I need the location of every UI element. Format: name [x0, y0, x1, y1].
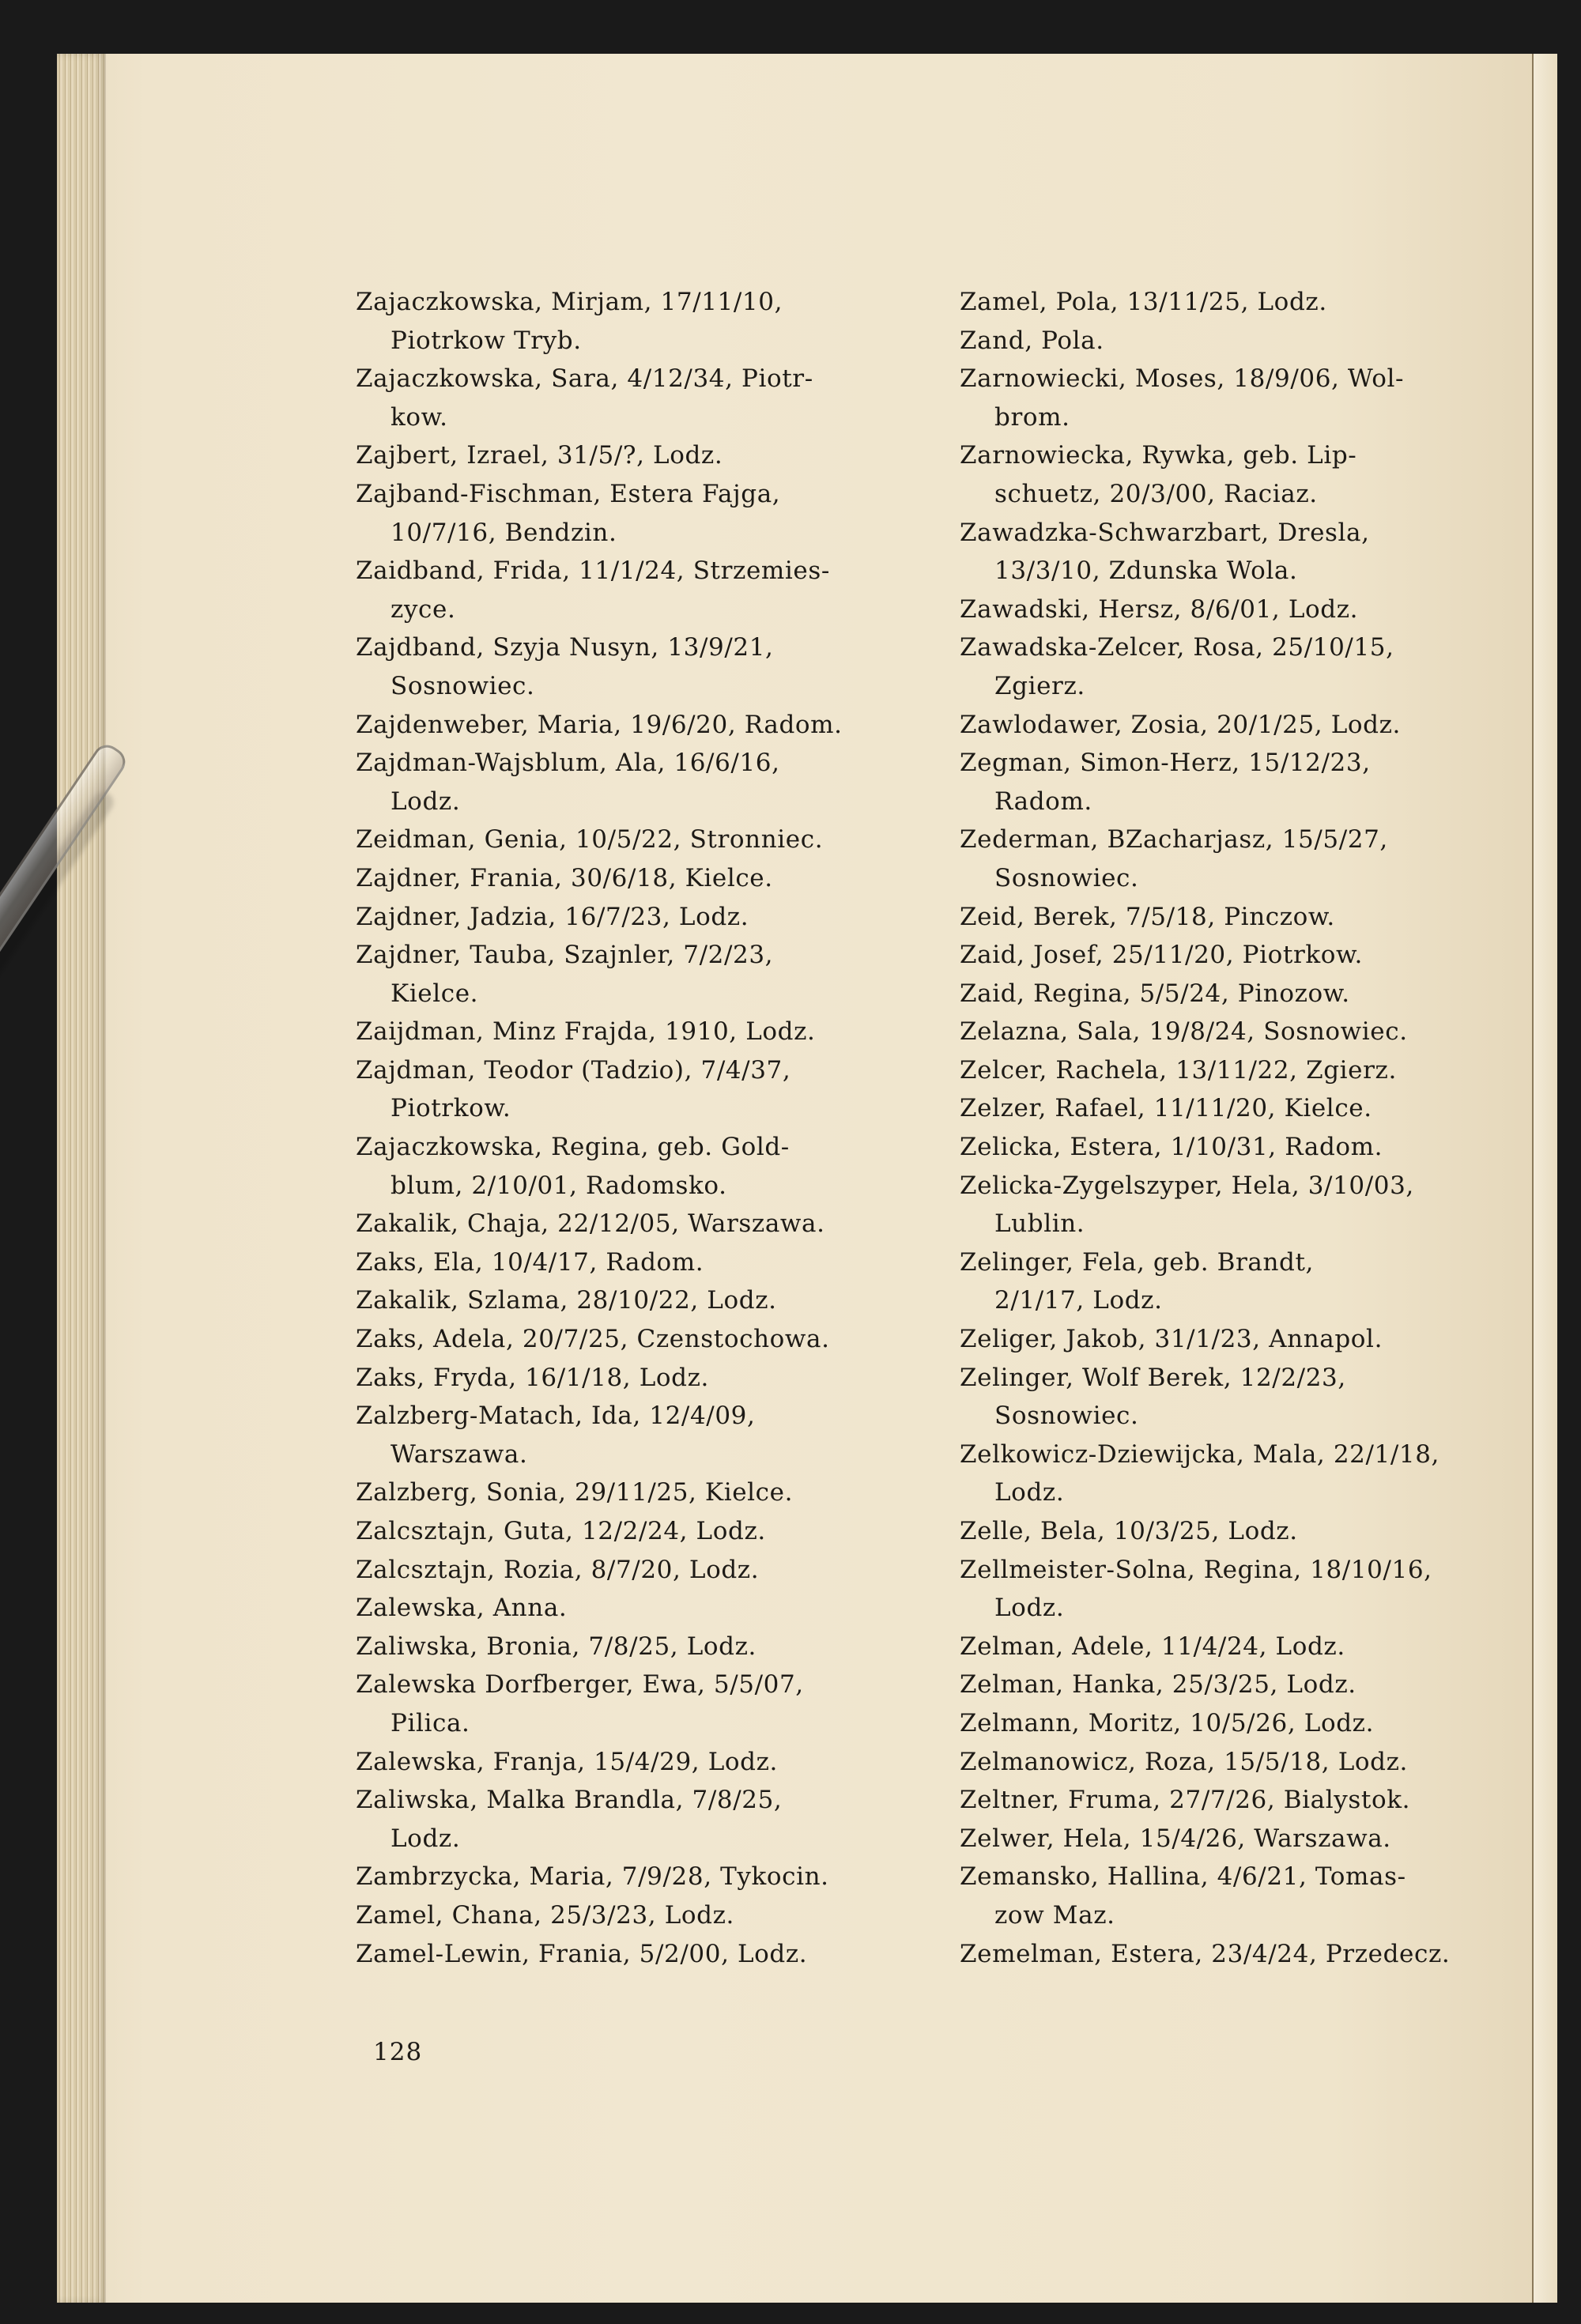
entry-continuation-line: Lublin. — [994, 1209, 1085, 1239]
entry-line: Zeid, Berek, 7/5/18, Pinczow. — [960, 902, 1335, 931]
entry-continuation-line: Lodz. — [391, 1824, 461, 1853]
register-entry — [356, 1397, 941, 1473]
register-entry — [356, 1743, 941, 1782]
entry-line: Zajdband, Szyja Nusyn, 13/9/21, — [356, 633, 774, 662]
register-entry — [960, 1089, 1545, 1128]
entry-line: Zelazna, Sala, 19/8/24, Sosnowiec. — [960, 1017, 1408, 1047]
entry-line: Zelinger, Wolf Berek, 12/2/23, — [960, 1363, 1346, 1392]
register-entry — [960, 1359, 1545, 1436]
book-page — [57, 54, 1557, 2303]
entry-line: Zelmanowicz, Roza, 15/5/18, Lodz. — [960, 1747, 1408, 1776]
entry-line: Zederman, BZacharjasz, 15/5/27, — [960, 825, 1388, 855]
entry-continuation-line: brom. — [994, 402, 1070, 432]
entry-line: Zalewska Dorfberger, Ewa, 5/5/07, — [356, 1670, 804, 1700]
entry-line: Zalcsztajn, Rozia, 8/7/20, Lodz. — [356, 1555, 760, 1584]
register-entry — [960, 1051, 1545, 1090]
entry-continuation-line: Pilica. — [391, 1708, 470, 1737]
entry-line: Zellmeister-Solna, Regina, 18/10/16, — [960, 1555, 1432, 1584]
entry-line: Zelman, Hanka, 25/3/25, Lodz. — [960, 1670, 1356, 1700]
entry-line: Zelmann, Moritz, 10/5/26, Lodz. — [960, 1708, 1375, 1737]
register-entry — [356, 821, 941, 859]
entry-line: Zand, Pola. — [960, 326, 1104, 355]
entry-continuation-line: zyce. — [391, 594, 456, 624]
page-edges — [57, 54, 106, 2303]
register-entry — [960, 821, 1545, 897]
register-entry — [960, 514, 1545, 590]
entry-continuation-line: schuetz, 20/3/00, Raciaz. — [994, 479, 1318, 508]
register-entry — [960, 1436, 1545, 1512]
register-entry — [356, 1896, 941, 1935]
register-entry — [356, 1473, 941, 1512]
register-entry — [356, 628, 941, 705]
entry-continuation-line: zow Maz. — [994, 1900, 1115, 1930]
register-entry — [356, 1243, 941, 1282]
register-entry — [356, 859, 941, 898]
entry-line: Zajdman-Wajsblum, Ala, 16/6/16, — [356, 749, 780, 778]
entry-line: Zemansko, Hallina, 4/6/21, Tomas- — [960, 1862, 1406, 1892]
entry-line: Zegman, Simon-Herz, 15/12/23, — [960, 749, 1371, 778]
entry-line: Zajdenweber, Maria, 19/6/20, Radom. — [356, 710, 843, 739]
entry-line: Zalewska, Franja, 15/4/29, Lodz. — [356, 1747, 778, 1776]
entry-line: Zalzberg, Sonia, 29/11/25, Kielce. — [356, 1478, 794, 1507]
register-entry — [960, 360, 1545, 436]
entry-line: Zelinger, Fela, geb. Brandt, — [960, 1247, 1314, 1277]
entry-continuation-line: Sosnowiec. — [994, 863, 1139, 892]
register-entry — [960, 1512, 1545, 1551]
entry-line: Zemelman, Estera, 23/4/24, Przedecz. — [960, 1939, 1451, 1968]
entry-line: Zaidband, Frida, 11/1/24, Strzemies- — [356, 556, 830, 586]
register-entry — [960, 1820, 1545, 1858]
entry-line: Zakalik, Chaja, 22/12/05, Warszawa. — [356, 1209, 825, 1239]
entry-line: Zelcer, Rachela, 13/11/22, Zgierz. — [960, 1055, 1397, 1085]
entry-continuation-line: Sosnowiec. — [994, 1402, 1139, 1431]
entry-line: Zambrzycka, Maria, 7/9/28, Tykocin. — [356, 1862, 829, 1892]
entry-line: Zelicka-Zygelszyper, Hela, 3/10/03, — [960, 1171, 1414, 1200]
entry-line: Zaliwska, Malka Brandla, 7/8/25, — [356, 1786, 783, 1815]
register-entry — [356, 1128, 941, 1205]
register-entry — [960, 628, 1545, 705]
entry-line: Zaid, Josef, 25/11/20, Piotrkow. — [960, 941, 1363, 970]
entry-line: Zelle, Bela, 10/3/25, Lodz. — [960, 1517, 1298, 1545]
entry-line: Zajaczkowska, Mirjam, 17/11/10, — [356, 288, 783, 316]
entry-continuation-line: 10/7/16, Bendzin. — [391, 518, 617, 547]
entry-line: Zeliger, Jakob, 31/1/23, Annapol. — [960, 1325, 1383, 1354]
entry-continuation-line: Zgierz. — [994, 671, 1085, 700]
entry-line: Zajdner, Frania, 30/6/18, Kielce. — [356, 863, 773, 892]
register-entry — [356, 1628, 941, 1666]
entry-continuation-line: blum, 2/10/01, Radomsko. — [391, 1171, 727, 1200]
register-entry — [960, 1666, 1545, 1704]
entry-line: Zawadski, Hersz, 8/6/01, Lodz. — [960, 594, 1359, 624]
register-entry — [356, 1666, 941, 1742]
entry-line: Zawlodawer, Zosia, 20/1/25, Lodz. — [960, 710, 1401, 739]
entry-continuation-line: Kielce. — [391, 979, 479, 1008]
register-entry — [960, 1128, 1545, 1167]
register-entry — [960, 1743, 1545, 1782]
entry-continuation-line: Lodz. — [994, 1594, 1065, 1623]
register-entry — [960, 1704, 1545, 1743]
register-entry — [960, 744, 1545, 821]
entry-line: Zajdner, Jadzia, 16/7/23, Lodz. — [356, 902, 749, 931]
register-entry — [960, 936, 1545, 975]
register-entry — [960, 1935, 1545, 1974]
entry-continuation-line: Piotrkow. — [391, 1094, 511, 1123]
entry-continuation-line: Sosnowiec. — [391, 671, 535, 700]
register-entry — [356, 706, 941, 745]
register-entry — [356, 1281, 941, 1320]
entry-line: Zarnowiecka, Rywka, geb. Lip- — [960, 441, 1357, 470]
entry-line: Zalcsztajn, Guta, 12/2/24, Lodz. — [356, 1517, 766, 1545]
entry-line: Zajdman, Teodor (Tadzio), 7/4/37, — [356, 1055, 791, 1085]
entry-line: Zaid, Regina, 5/5/24, Pinozow. — [960, 979, 1350, 1008]
entry-line: Zamel, Pola, 13/11/25, Lodz. — [960, 288, 1327, 316]
page-number: 128 — [373, 2038, 423, 2066]
entry-continuation-line: 13/3/10, Zdunska Wola. — [994, 556, 1298, 586]
entry-line: Zaks, Adela, 20/7/25, Czenstochowa. — [356, 1325, 830, 1354]
entry-line: Zamel, Chana, 25/3/23, Lodz. — [356, 1900, 734, 1930]
entry-line: Zajaczkowska, Regina, geb. Gold- — [356, 1133, 790, 1162]
entry-line: Zamel-Lewin, Frania, 5/2/00, Lodz. — [356, 1939, 808, 1968]
entry-line: Zeltner, Fruma, 27/7/26, Bialystok. — [960, 1786, 1411, 1815]
register-entry — [356, 1359, 941, 1398]
register-entry — [356, 1205, 941, 1243]
register-entry — [356, 1320, 941, 1359]
entry-continuation-line: Lodz. — [391, 787, 461, 816]
register-entry — [960, 1858, 1545, 1934]
register-entry — [960, 975, 1545, 1013]
register-entry — [356, 475, 941, 552]
left-column — [356, 283, 941, 1973]
entry-line: Zelkowicz-Dziewijcka, Mala, 22/1/18, — [960, 1439, 1440, 1469]
register-entry — [356, 436, 941, 475]
entry-line: Zelwer, Hela, 15/4/26, Warszawa. — [960, 1824, 1391, 1853]
entry-line: Zelzer, Rafael, 11/11/20, Kielce. — [960, 1094, 1372, 1123]
register-entry — [960, 1243, 1545, 1320]
entry-continuation-line: Piotrkow Tryb. — [391, 326, 582, 355]
entry-line: Zajbert, Izrael, 31/5/?, Lodz. — [356, 441, 723, 470]
right-column — [960, 283, 1545, 1973]
entry-line: Zaks, Fryda, 16/1/18, Lodz. — [356, 1363, 709, 1392]
register-entry — [960, 1013, 1545, 1051]
entry-line: Zawadzka-Schwarzbart, Dresla, — [960, 518, 1370, 547]
entry-line: Zaijdman, Minz Frajda, 1910, Lodz. — [356, 1017, 816, 1047]
entry-line: Zalzberg-Matach, Ida, 12/4/09, — [356, 1402, 756, 1431]
register-entry — [356, 936, 941, 1013]
entry-continuation-line: Radom. — [994, 787, 1092, 816]
entry-line: Zajaczkowska, Sara, 4/12/34, Piotr- — [356, 364, 813, 394]
register-entry — [356, 1013, 941, 1051]
register-entry — [356, 744, 941, 821]
register-entry — [356, 1935, 941, 1974]
register-entry — [960, 436, 1545, 513]
register-entry — [356, 1858, 941, 1896]
entry-continuation-line: Lodz. — [994, 1478, 1065, 1507]
register-entry — [960, 322, 1545, 360]
register-entry — [960, 706, 1545, 745]
entry-line: Zelicka, Estera, 1/10/31, Radom. — [960, 1133, 1383, 1162]
register-entry — [960, 1551, 1545, 1628]
register-entry — [356, 552, 941, 628]
register-entry — [960, 1167, 1545, 1243]
register-entry — [356, 1051, 941, 1128]
entry-line: Zarnowiecki, Moses, 18/9/06, Wol- — [960, 364, 1405, 394]
entry-line: Zeidman, Genia, 10/5/22, Stronniec. — [356, 825, 824, 855]
entry-line: Zalewska, Anna. — [356, 1594, 568, 1623]
entry-continuation-line: kow. — [391, 402, 448, 432]
register-entry — [960, 1628, 1545, 1666]
register-entry — [960, 1320, 1545, 1359]
register-entry — [960, 1781, 1545, 1820]
register-entry — [356, 1551, 941, 1590]
entry-line: Zawadska-Zelcer, Rosa, 25/10/15, — [960, 633, 1394, 662]
register-entry — [356, 1589, 941, 1628]
entry-line: Zakalik, Szlama, 28/10/22, Lodz. — [356, 1286, 777, 1315]
register-entry — [960, 898, 1545, 937]
register-entry — [356, 283, 941, 360]
register-entry — [356, 360, 941, 436]
entry-line: Zaks, Ela, 10/4/17, Radom. — [356, 1247, 704, 1277]
entry-line: Zajband-Fischman, Estera Fajga, — [356, 479, 781, 508]
entry-continuation-line: 2/1/17, Lodz. — [994, 1286, 1163, 1315]
register-entry — [356, 1781, 941, 1858]
register-entry — [960, 590, 1545, 629]
entry-line: Zajdner, Tauba, Szajnler, 7/2/23, — [356, 941, 774, 970]
entry-continuation-line: Warszawa. — [391, 1439, 528, 1469]
register-entry — [356, 1512, 941, 1551]
entry-line: Zaliwska, Bronia, 7/8/25, Lodz. — [356, 1632, 757, 1661]
register-entry — [356, 898, 941, 937]
entry-line: Zelman, Adele, 11/4/24, Lodz. — [960, 1632, 1345, 1661]
register-entry — [960, 283, 1545, 322]
